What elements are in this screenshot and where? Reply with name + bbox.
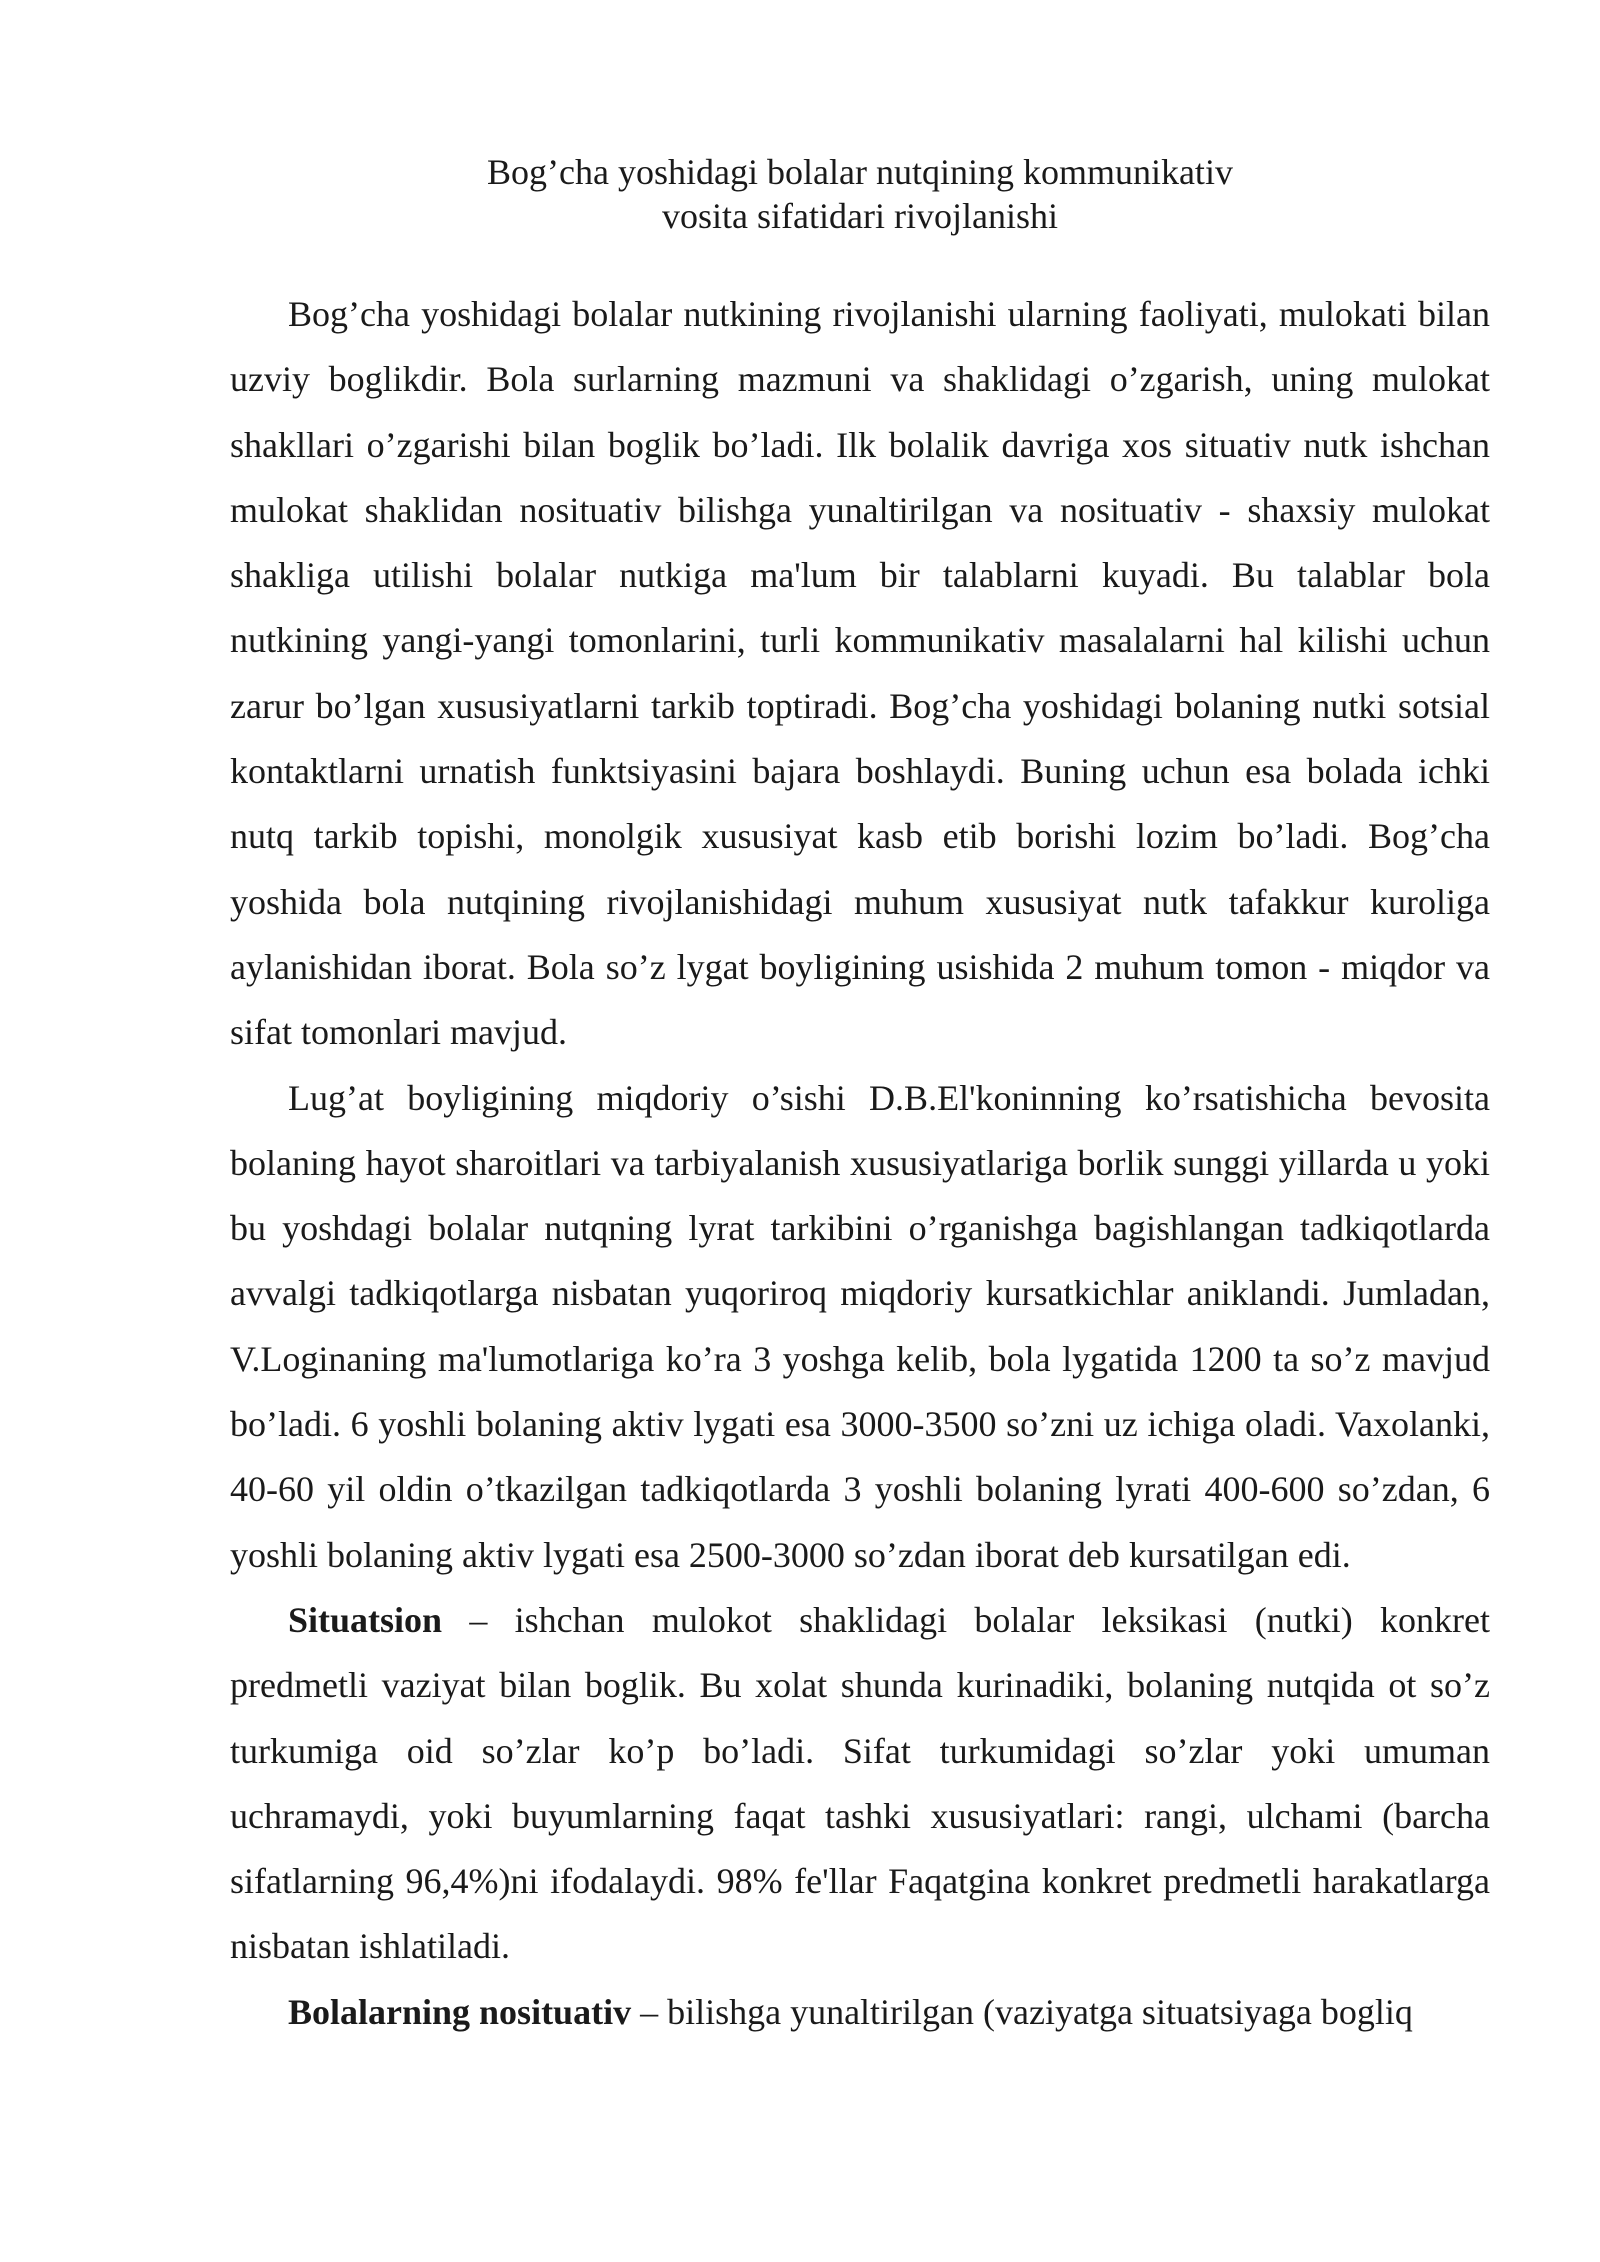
paragraph-4-text: – bilishga yunaltirilgan (vaziyatga situatsiyaga bogliq <box>631 1991 1413 2032</box>
paragraph-1-text: Bog’cha yoshidagi bolalar nutkining rivojlanishi ularning faoliyati, mulokati bilan uzviy boglikdir. Bola surlarning mazmuni va shaklidagi o’zgarish, uning mulokat shakllari o’zgarishi bilan boglik bo’ladi. Ilk bolalik davriga xos situativ nutk ishchan mulokat shaklidan nosituativ bilishga yunaltirilgan va nosituativ - shaxsiy mulokat shakliga utilishi bolalar nutkiga ma'lum bir talablarni kuyadi. Bu talablar bola nutkining yangi-yangi tomonlarini, turli kommunikativ masalalarni hal kilishi uchun zarur bo’lgan xususiyatlarni tarkib toptiradi. Bog’cha yoshidagi bolaning nutki sotsial kontaktlarni urnatish funktsiyasini bajara boshlaydi. Buning uchun esa bolada ichki nutq tarkib topishi, monolgik xususiyat kasb etib borishi lozim bo’ladi. Bog’cha yoshida bola nutqining rivojlanishidagi muhum xususiyat nutk tafakkur kuroliga aylanishidan iborat. Bola so’z lygat boyligining usishida 2 muhum tomon - miqdor va sifat tomonlari mavjud. <box>230 294 1490 1053</box>
paragraph-4-term: Bolalarning nosituativ <box>288 1991 632 2032</box>
paragraph-3-text: – ishchan mulokot shaklidagi bolalar leksikasi (nutki) konkret predmetli vaziyat bilan boglik. Bu xolat shunda kurinadiki, bolaning nutqida ot so’z turkumiga oid so’zlar ko’p bo’ladi. Sifat turkumidagi so’zlar yoki umuman uchramaydi, yoki buyumlarning faqat tashki xususiyatlari: rangi, ulchami (barcha sifatlarning 96,4%)ni ifodalaydi. 98% fe'llar Faqatgina konkret predmetli harakatlarga nisbatan ishlatiladi. <box>230 1599 1490 1967</box>
paragraph-3 <box>230 1588 1490 1980</box>
document-title <box>0 150 1600 238</box>
paragraph-2 <box>230 1066 1490 1588</box>
title-line-2: vosita sifatidari rivojlanishi <box>662 196 1058 236</box>
paragraph-2-text: Lug’at boyligining miqdoriy o’sishi D.B.El'koninning ko’rsatishicha bevosita bolaning hayot sharoitlari va tarbiyalanish xususiyatlariga borlik sunggi yillarda u yoki bu yoshdagi bolalar nutqning lyrat tarkibini o’rganishga bagishlangan tadkiqotlarda avvalgi tadkiqotlarga nisbatan yuqoriroq miqdoriy kursatkichlar aniklandi. Jumladan, V.Loginaning ma'lumotlariga ko’ra 3 yoshga kelib, bola lygatida 1200 ta so’z mavjud bo’ladi. 6 yoshli bolaning aktiv lygati esa 3000-3500 so’zni uz ichiga oladi. Vaxolanki, 40-60 yil oldin o’tkazilgan tadkiqotlarda 3 yoshli bolaning lyrati 400-600 so’zdan, 6 yoshli bolaning aktiv lygati esa 2500-3000 so’zdan iborat deb kursatilgan edi. <box>230 1077 1490 1575</box>
paragraph-3-term: Situatsion <box>288 1599 443 1640</box>
document-body <box>230 282 1490 2045</box>
paragraph-4 <box>230 1980 1490 2045</box>
title-line-1: Bog’cha yoshidagi bolalar nutqining kommunikativ <box>487 152 1233 192</box>
paragraph-1 <box>230 282 1490 1066</box>
